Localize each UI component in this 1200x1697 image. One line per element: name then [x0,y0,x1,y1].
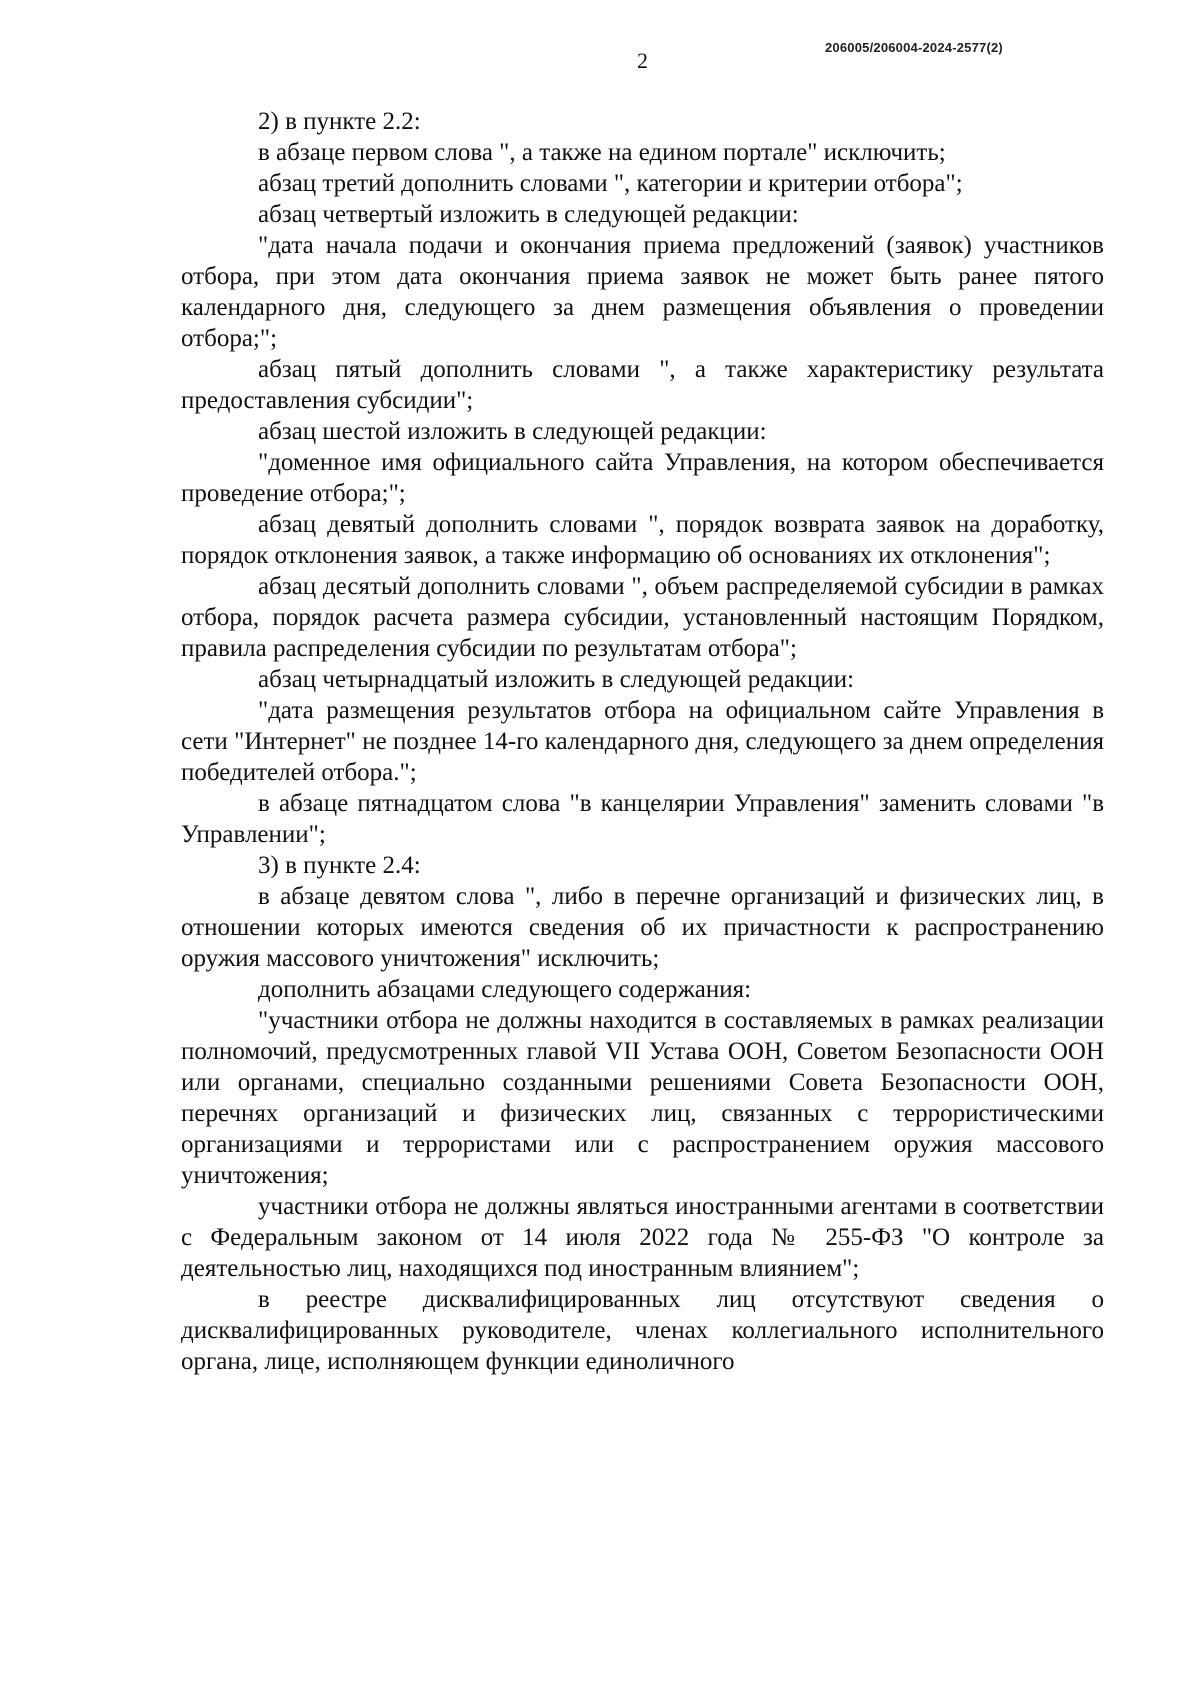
paragraph: "дата начала подачи и окончания приема предложений (заявок) участников отбора, при этом дата окончания приема заявок не может быть ранее пятого календарного дня, следующего за днем размещения объявления о проведении отбора;"; [181,232,1104,352]
document-registration-number: 206005/206004-2024-2577(2) [825,40,1003,55]
paragraph: участники отбора не должны являться иностранными агентами в соответствии с Федеральным законом от 14 июля 2022 года № 255-ФЗ "О контроле за деятельностью лиц, находящихся под иностранным влиянием"; [181,1193,1104,1282]
paragraph: "дата размещения результатов отбора на официальном сайте Управления в сети "Интернет" не позднее 14-го календарного дня, следующего за днем определения победителей отбора."; [181,697,1104,786]
page-number: 2 [637,48,648,73]
paragraph: абзац шестой изложить в следующей редакции: [258,418,767,445]
paragraph: 2) в пункте 2.2: [258,108,421,135]
paragraph: в абзаце пятнадцатом слова "в канцелярии Управления" заменить словами "в Управлении"; [181,790,1104,848]
document-body [181,106,1104,1377]
paragraph: абзац третий дополнить словами ", категории и критерии отбора"; [258,170,963,197]
paragraph: в абзаце девятом слова ", либо в перечне организаций и физических лиц, в отношении которых имеются сведения об их причастности к распространению оружия массового уничтожения" исключить; [181,883,1104,972]
paragraph: абзац четырнадцатый изложить в следующей редакции: [258,666,855,693]
paragraph: абзац девятый дополнить словами ", порядок возврата заявок на доработку, порядок отклонения заявок, а также информацию об основаниях их отклонения"; [181,511,1104,569]
paragraph: абзац пятый дополнить словами ", а также характеристику результата предоставления субсидии"; [181,356,1104,414]
paragraph: "участники отбора не должны находится в составляемых в рамках реализации полномочий, предусмотренных главой VII Устава ООН, Советом Безопасности ООН или органами, специально созданными решениями Совета Безопасности ООН, перечнях организаций и физических лиц, связанных с террористическими организациями и террористами или с распространением оружия массового уничтожения; [181,1007,1104,1189]
paragraph: абзац десятый дополнить словами ", объем распределяемой субсидии в рамках отбора, порядок расчета размера субсидии, установленный настоящим Порядком, правила распределения субсидии по результатам отбора"; [181,573,1104,662]
paragraph: абзац четвертый изложить в следующей редакции: [258,201,799,228]
paragraph: "доменное имя официального сайта Управления, на котором обеспечивается проведение отбора;"; [181,449,1104,507]
paragraph: в абзаце первом слова ", а также на едином портале" исключить; [258,139,946,166]
paragraph: в реестре дисквалифицированных лиц отсутствуют сведения о дисквалифицированных руководителе, членах коллегиального исполнительного органа, лице, исполняющем функции единоличного [181,1286,1104,1375]
paragraph: дополнить абзацами следующего содержания: [258,976,752,1003]
paragraph: 3) в пункте 2.4: [258,852,421,879]
